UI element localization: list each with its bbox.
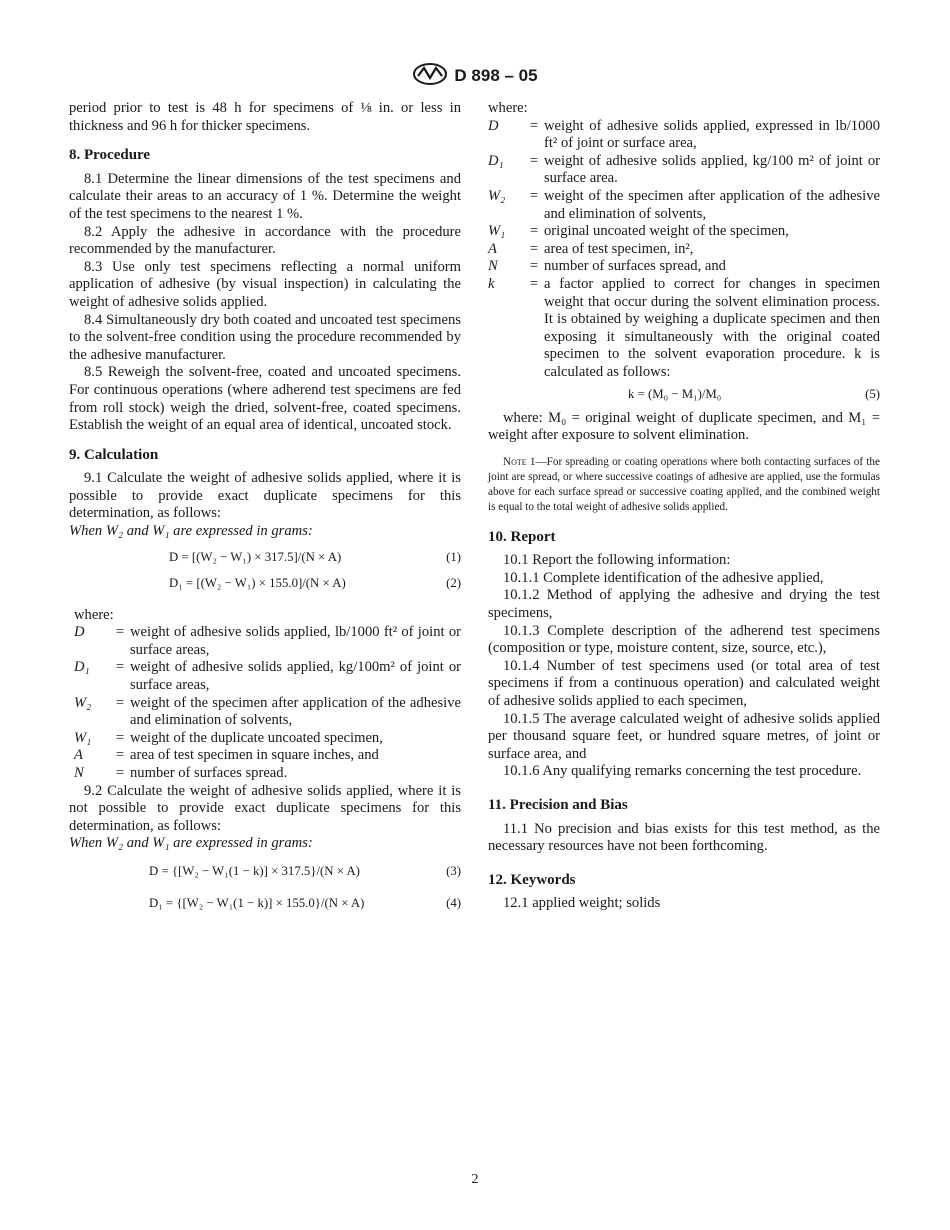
- where-label-right: where:: [488, 100, 528, 116]
- page-header: [0, 62, 950, 91]
- equation-1: [69, 549, 461, 567]
- para-10-1: 10.1 Report the following information:: [503, 552, 731, 569]
- note-1-text: —For spreading or coating operations where both contacting surfaces of the joint are spread, or where successive coatings of adhesive are applied, use the formulas above for each surface spread or successive coating applied, and the combined weight is equal to the total weight of adhesive solids applied.: [488, 455, 880, 513]
- equation-2: [69, 575, 461, 593]
- definition-text: weight of adhesive solids applied, expressed in lb/1000 ft² of joint or surface area,: [544, 117, 880, 152]
- equation-5-formula: k = (M₀ − M₁)/M₀: [628, 386, 722, 401]
- definition-symbol: A: [74, 747, 83, 764]
- astm-logo-icon: [412, 62, 448, 91]
- section-12-title: 12. Keywords: [488, 871, 576, 888]
- para-10-1-2: 10.1.2 Method of applying the adhesive and drying the test specimens,: [488, 587, 880, 622]
- left-column: [69, 100, 461, 921]
- definition-text: weight of the duplicate uncoated specimen,: [130, 729, 383, 746]
- definition-text: weight of the specimen after application of the adhesive and elimination of solvents,: [544, 187, 880, 222]
- para-8-2: 8.2 Apply the adhesive in accordance with the procedure recommended by the manufacturer.: [69, 223, 461, 258]
- definition-row: [488, 276, 880, 382]
- definition-row: [488, 223, 880, 241]
- equation-4-formula: D₁ = {[W₂ − W₁(1 − k)] × 155.0}/(N × A): [149, 896, 365, 911]
- equation-3-number: (3): [446, 864, 461, 879]
- definition-row: [488, 188, 880, 223]
- intro-paragraph: period prior to test is 48 h for specimens of ⅛ in. or less in thickness and 96 h for thicker specimens.: [69, 100, 461, 134]
- definition-row: [488, 241, 880, 259]
- equation-1-number: (1): [446, 549, 461, 564]
- para-10-1-5: 10.1.5 The average calculated weight of adhesive solids applied per thousand square feet, or hundred square metres, of joint or surface area, and: [488, 710, 880, 762]
- definition-text: area of test specimen in square inches, and: [130, 747, 379, 764]
- para-8-4: 8.4 Simultaneously dry both coated and uncoated test specimens to the solvent-free condition using the procedure recommended by the adhesive manufacturer.: [69, 311, 461, 363]
- definition-equals: =: [529, 275, 539, 292]
- section-11-title: 11. Precision and Bias: [488, 797, 628, 813]
- section-10-title: 10. Report: [488, 528, 556, 545]
- definition-symbol: D: [488, 117, 499, 134]
- para-8-1: 8.1 Determine the linear dimensions of the test specimens and calculate their areas to an accuracy of 1 %. Determine the weight of the test specimens to the nearest 1 %.: [69, 170, 461, 222]
- equation-5: [488, 386, 880, 404]
- definition-symbol: W₁: [74, 729, 92, 746]
- definition-symbol: W₂: [74, 694, 92, 711]
- definition-text: weight of adhesive solids applied, kg/100 m² of joint or surface area.: [544, 152, 880, 187]
- para-9-2: 9.2 Calculate the weight of adhesive solids applied, where it is not possible to provide exact duplicate specimens for this determination, as follows:: [69, 782, 461, 834]
- definition-text: area of test specimen, in²,: [544, 240, 694, 257]
- para-8-5: 8.5 Reweigh the solvent-free, coated and uncoated specimens. For continuous operations (where adherend test specimens are fed from roll stock) weigh the dried, solvent-free, coated specimens. Establish the weight of an equal area of identical, uncoated stock.: [69, 364, 461, 434]
- definition-equals: =: [115, 659, 125, 676]
- right-column: [488, 100, 880, 913]
- para-8-3: 8.3 Use only test specimens reflecting a normal uniform application of adhesive (by visual inspection) in calculating the weight of adhesive solids applied.: [69, 258, 461, 310]
- definitions-table-left: [74, 624, 461, 782]
- para-12-1: 12.1 applied weight; solids: [503, 895, 661, 912]
- definition-symbol: D₁: [74, 659, 90, 676]
- equation-3-formula: D = {[W₂ − W₁(1 − k)] × 317.5}/(N × A): [149, 864, 360, 879]
- equation-2-number: (2): [446, 575, 461, 590]
- section-8-title: 8. Procedure: [69, 147, 151, 164]
- definition-row: [74, 765, 461, 783]
- definition-equals: =: [529, 223, 539, 240]
- para-10-1-3: 10.1.3 Complete description of the adherend test specimens (composition or type, moisture content, size, source, etc.),: [488, 622, 880, 657]
- definition-equals: =: [115, 747, 125, 764]
- definition-symbol: N: [488, 258, 498, 275]
- definition-text: weight of adhesive solids applied, lb/1000 ft² of joint or surface areas,: [130, 624, 461, 658]
- section-9-title: 9. Calculation: [69, 446, 159, 463]
- equation-2-formula: D₁ = [(W₂ − W₁) × 155.0]/(N × A): [169, 575, 346, 590]
- condition-grams-2: When W₂ and W₁ are expressed in grams:: [69, 835, 313, 852]
- definition-symbol: W₁: [488, 223, 506, 240]
- definition-row: [488, 118, 880, 153]
- definition-equals: =: [529, 152, 539, 169]
- definition-row: [488, 153, 880, 188]
- where-m-definitions: where: M₀ = original weight of duplicate specimen, and M₁ = weight after exposure to solvent elimination.: [488, 409, 880, 444]
- definition-text: number of surfaces spread, and: [544, 258, 726, 275]
- definition-row: [488, 258, 880, 276]
- para-9-1: 9.1 Calculate the weight of adhesive solids applied, where it is possible to provide exact duplicate specimens for this determination, as follows:: [69, 470, 461, 522]
- para-10-1-6: 10.1.6 Any qualifying remarks concerning the test procedure.: [503, 763, 862, 780]
- definition-equals: =: [529, 117, 539, 134]
- definition-symbol: D₁: [488, 152, 504, 169]
- definition-symbol: D: [74, 624, 85, 641]
- definition-row: [74, 695, 461, 730]
- para-11-1: 11.1 No precision and bias exists for this test method, as the necessary resources have not been forthcoming.: [488, 820, 880, 855]
- equation-4-number: (4): [446, 896, 461, 911]
- definitions-table-right: [488, 118, 880, 382]
- equation-1-formula: D = [(W₂ − W₁) × 317.5]/(N × A): [169, 549, 342, 564]
- definition-symbol: A: [488, 240, 497, 257]
- definition-row: [74, 747, 461, 765]
- definition-equals: =: [115, 624, 125, 641]
- definition-row: [74, 624, 461, 659]
- equation-4: [69, 895, 461, 913]
- definition-text: number of surfaces spread.: [130, 765, 288, 781]
- para-10-1-4: 10.1.4 Number of test specimens used (or total area of test specimens if from a continuous operation) and calculated weight of adhesive solids applied to each specimen,: [488, 657, 880, 710]
- equation-5-number: (5): [865, 386, 880, 401]
- definition-symbol: k: [488, 275, 495, 292]
- definition-equals: =: [115, 694, 125, 711]
- definition-symbol: W₂: [488, 187, 506, 204]
- definition-equals: =: [115, 765, 125, 781]
- definition-text: weight of adhesive solids applied, kg/100m² of joint or surface areas,: [130, 659, 461, 694]
- definition-equals: =: [529, 187, 539, 204]
- condition-grams: When W₂ and W₁ are expressed in grams:: [69, 523, 313, 540]
- definition-row: [74, 730, 461, 748]
- definition-text: original uncoated weight of the specimen,: [544, 223, 789, 240]
- standard-designation: D 898 – 05: [454, 65, 538, 85]
- note-1: [488, 455, 880, 515]
- definition-text: weight of the specimen after application of the adhesive and elimination of solvents,: [130, 694, 461, 729]
- where-label: where:: [74, 606, 114, 623]
- equation-3: [69, 863, 461, 881]
- definition-equals: =: [529, 240, 539, 257]
- definition-equals: =: [529, 258, 539, 275]
- page-number: 2: [471, 1172, 479, 1187]
- note-1-label: Note 1: [503, 455, 536, 468]
- definition-equals: =: [115, 729, 125, 746]
- para-10-1-1: 10.1.1 Complete identification of the adhesive applied,: [503, 569, 824, 586]
- definition-row: [74, 659, 461, 694]
- definition-symbol: N: [74, 765, 84, 781]
- definition-text: a factor applied to correct for changes in specimen weight that occur during the solvent elimination process. It is obtained by weighing a duplicate specimen and then exposing it simultaneously with the original coated specimen to the solvent evaporation procedure. k is calculated as follows:: [544, 275, 880, 380]
